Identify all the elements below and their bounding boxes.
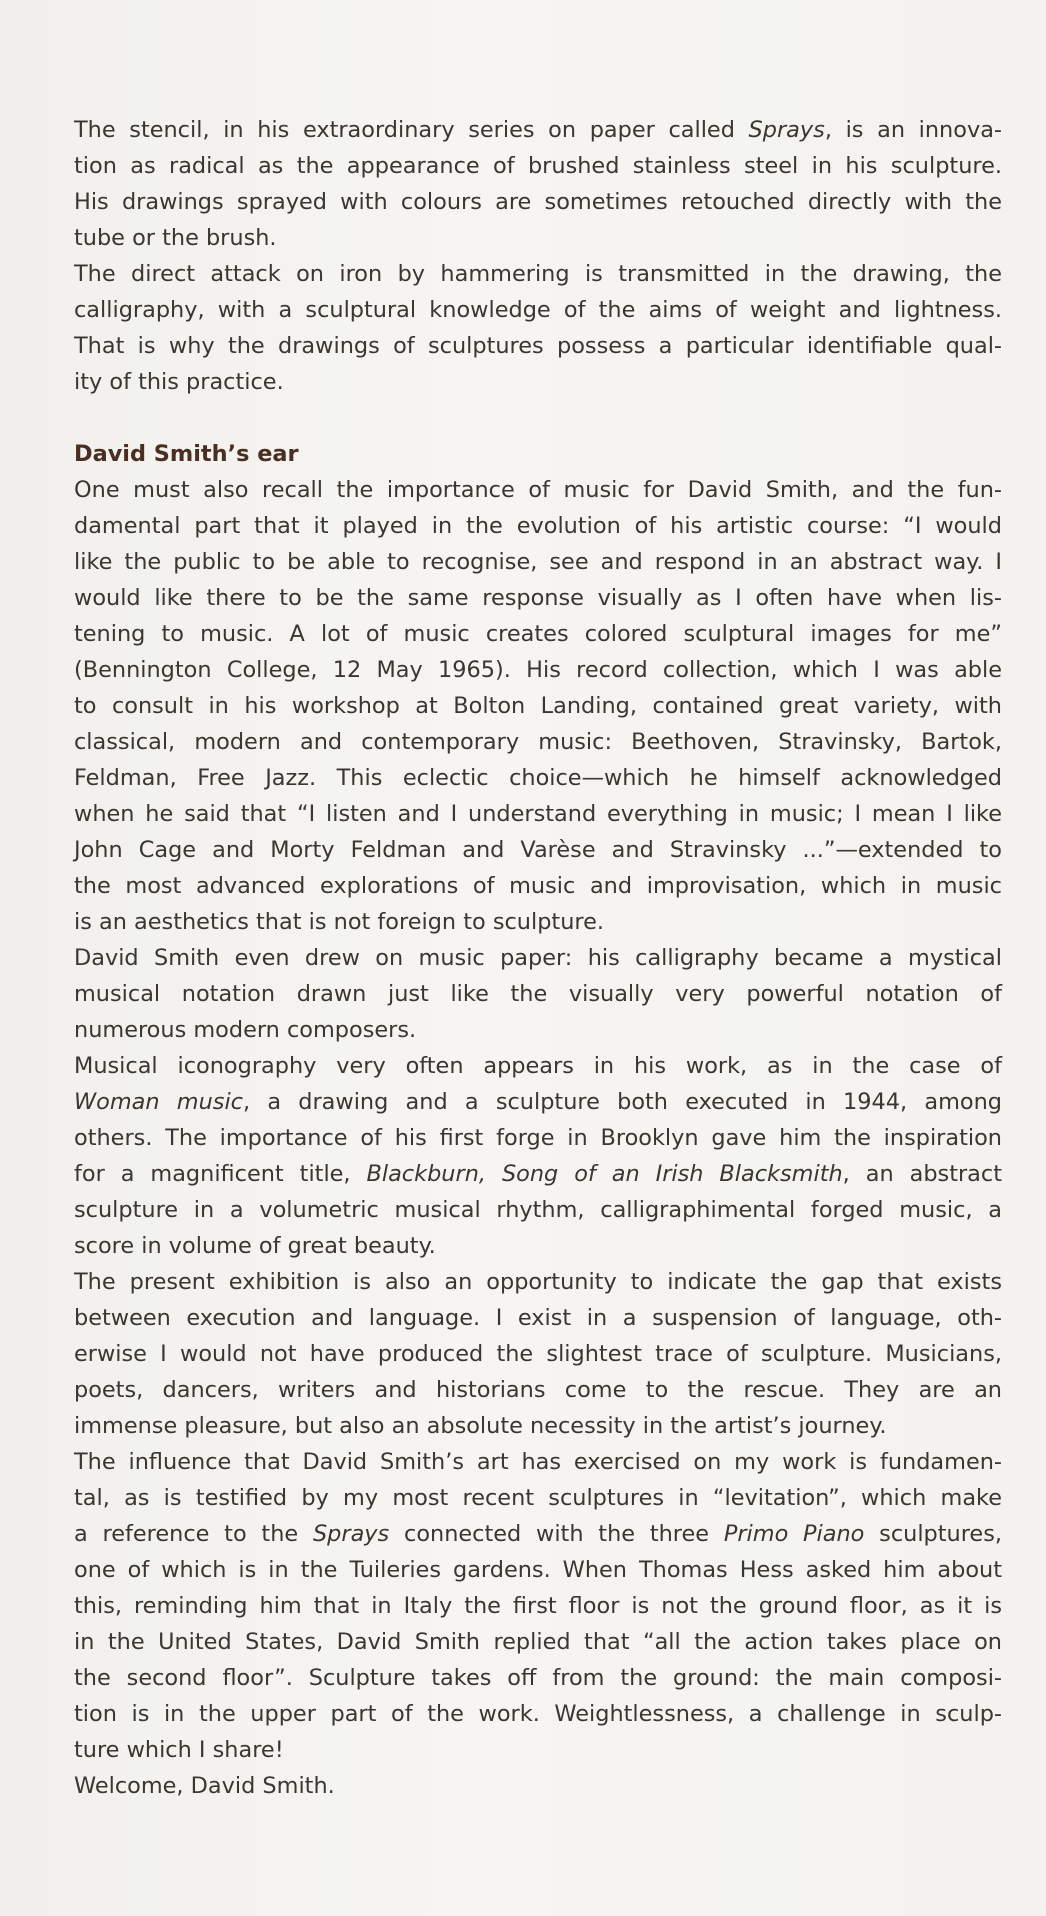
text-line: The direct attack on iron by hammering is transmitted in the drawing, the (74, 261, 1002, 287)
text-line: The influence that David Smith’s art has exercised on my work is fundamen- (74, 1449, 1002, 1475)
text-line: Welcome, David Smith. (74, 1773, 335, 1799)
closing-line (74, 1768, 1002, 1804)
text-line: would like there to be the same response visually as I often have when lis- (74, 585, 1002, 611)
text-line: erwise I would not have produced the slightest trace of sculpture. Musicians, (74, 1341, 1002, 1367)
text-line: is an aesthetics that is not foreign to sculpture. (74, 909, 604, 935)
text-line: immense pleasure, but also an absolute necessity in the artist’s journey. (74, 1413, 887, 1439)
section-paragraph-1 (74, 472, 1002, 940)
text-line: when he said that “I listen and I understand everything in music; I mean I like (74, 801, 1002, 827)
text-line: for a magnificent title, Blackburn, Song of an Irish Blacksmith, an abstract (74, 1161, 1002, 1187)
text-line: the most advanced explorations of music and improvisation, which in music (74, 873, 1002, 899)
text-line: One must also recall the importance of music for David Smith, and the fun- (74, 477, 1002, 503)
text-line: classical, modern and contemporary music: Beethoven, Stravinsky, Bartok, (74, 729, 1002, 755)
text-line: tion as radical as the appearance of brushed stainless steel in his sculpture. (74, 153, 1002, 179)
text-line: score in volume of great beauty. (74, 1233, 436, 1259)
section-paragraph-5 (74, 1444, 1002, 1768)
text-line: John Cage and Morty Feldman and Varèse and Stravinsky ...”—extended to (74, 837, 1002, 863)
text-line: this, reminding him that in Italy the first floor is not the ground floor, as it is (74, 1593, 1002, 1619)
text-line: numerous modern composers. (74, 1017, 417, 1043)
text-line: The stencil, in his extraordinary series on paper called Sprays, is an innova- (74, 117, 1002, 143)
intro-paragraph-1 (74, 112, 1002, 256)
section-paragraph-4 (74, 1264, 1002, 1444)
text-line: ture which I share! (74, 1737, 284, 1763)
text-line: His drawings sprayed with colours are sometimes retouched directly with the (74, 189, 1002, 215)
text-line: David Smith even drew on music paper: his calligraphy became a mystical (74, 945, 1002, 971)
text-line: poets, dancers, writers and historians come to the rescue. They are an (74, 1377, 1002, 1403)
text-line: tion is in the upper part of the work. Weightlessness, a challenge in sculp- (74, 1701, 1002, 1727)
text-line: in the United States, David Smith replied that “all the action takes place on (74, 1629, 1002, 1655)
section-heading: David Smith’s ear (74, 441, 299, 467)
text-line: (Bennington College, 12 May 1965). His record collection, which I was able (74, 657, 1002, 683)
text-line: Woman music, a drawing and a sculpture both executed in 1944, among (74, 1089, 1002, 1115)
text-line: one of which is in the Tuileries gardens. When Thomas Hess asked him about (74, 1557, 1002, 1583)
text-line: tube or the brush. (74, 225, 277, 251)
text-line: musical notation drawn just like the visually very powerful notation of (74, 981, 1002, 1007)
text-line: a reference to the Sprays connected with the three Primo Piano sculptures, (74, 1521, 1002, 1547)
text-line: ity of this practice. (74, 369, 284, 395)
section-paragraph-3 (74, 1048, 1002, 1264)
text-line: between execution and language. I exist in a suspension of language, oth- (74, 1305, 1002, 1331)
section-paragraph-2 (74, 940, 1002, 1048)
text-line: sculpture in a volumetric musical rhythm, calligraphimental forged music, a (74, 1197, 1002, 1223)
intro-paragraph-2 (74, 256, 1002, 400)
text-line: damental part that it played in the evolution of his artistic course: “I would (74, 513, 1002, 539)
text-line: That is why the drawings of sculptures possess a particular identifiable qual- (74, 333, 1002, 359)
text-line: tal, as is testified by my most recent sculptures in “levitation”, which make (74, 1485, 1002, 1511)
text-line: calligraphy, with a sculptural knowledge of the aims of weight and lightness. (74, 297, 1002, 323)
text-line: others. The importance of his first forge in Brooklyn gave him the inspiration (74, 1125, 1002, 1151)
text-line: like the public to be able to recognise, see and respond in an abstract way. I (74, 549, 1002, 575)
text-line: to consult in his workshop at Bolton Landing, contained great variety, with (74, 693, 1002, 719)
text-line: Musical iconography very often appears in his work, as in the case of (74, 1053, 1002, 1079)
text-line: tening to music. A lot of music creates colored sculptural images for me” (74, 621, 1002, 647)
text-line: Feldman, Free Jazz. This eclectic choice—which he himself acknowledged (74, 765, 1002, 791)
text-line: The present exhibition is also an opportunity to indicate the gap that exists (74, 1269, 1002, 1295)
text-line: the second floor”. Sculpture takes off from the ground: the main composi- (74, 1665, 1002, 1691)
text-column (74, 112, 1002, 1804)
